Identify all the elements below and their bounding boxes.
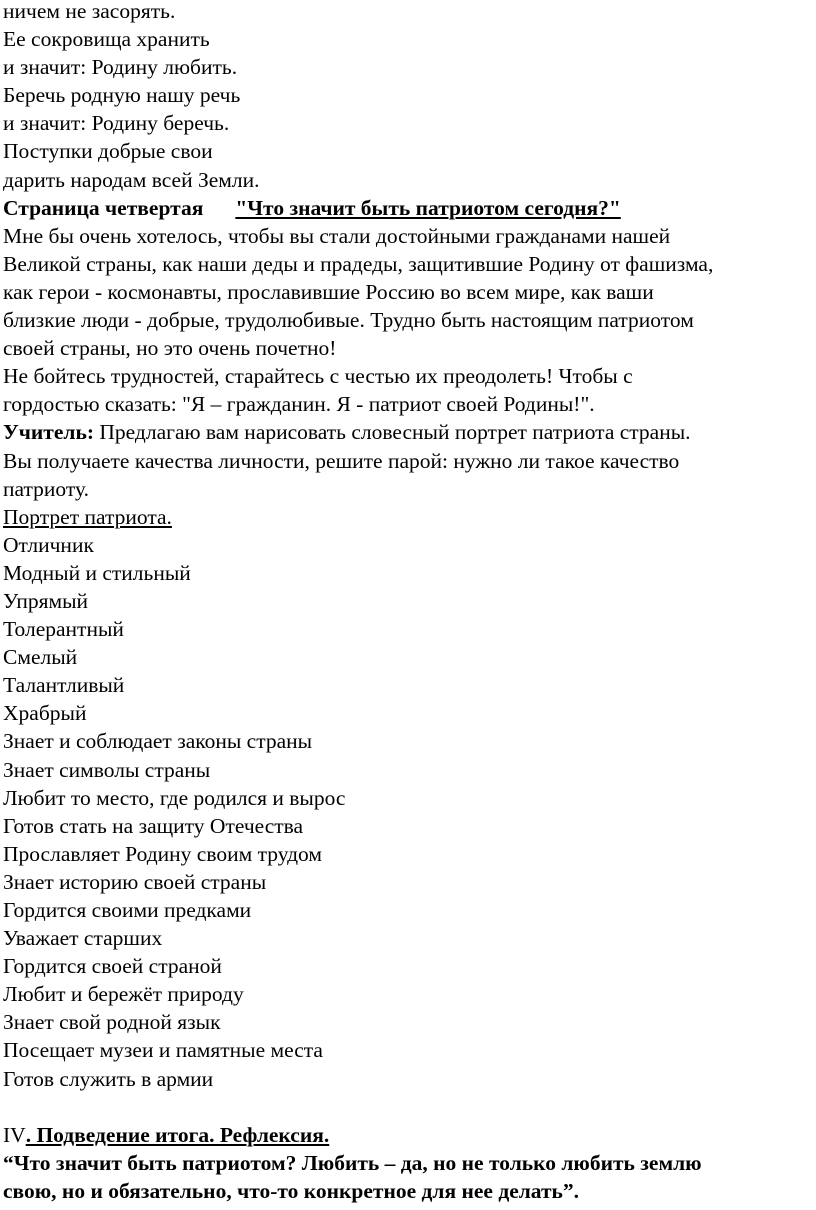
- portrait-heading: Портрет патриота.: [3, 504, 172, 529]
- quality-item: Знает свой родной язык: [3, 1010, 221, 1035]
- closing-quote-line: свою, но и обязательно, что-то конкретное для нее делать”.: [3, 1178, 580, 1203]
- quality-item: Гордится своей страной: [3, 954, 222, 979]
- quality-item: Любит то место, где родился и вырос: [3, 785, 346, 810]
- section4-title: "Что значит быть патриотом сегодня?": [235, 195, 621, 220]
- section4-label: Страница четвертая: [3, 195, 204, 220]
- section5-numeral: IV: [3, 1122, 26, 1147]
- poem: [3, 0, 815, 194]
- poem-line: и значит: Родину любить.: [3, 55, 238, 80]
- quality-item: Смелый: [3, 645, 78, 670]
- quality-item: Уважает старших: [3, 926, 163, 951]
- quality-item: Отличник: [3, 532, 94, 557]
- quality-item: Посещает музеи и памятные места: [3, 1038, 323, 1063]
- poem-line: ничем не засорять.: [3, 0, 176, 23]
- quality-item: Толерантный: [3, 617, 124, 642]
- quality-item: Упрямый: [3, 588, 89, 613]
- poem-line: Поступки добрые свои: [3, 139, 213, 164]
- paragraph-line: Мне бы очень хотелось, чтобы вы стали достойными гражданами нашей: [3, 223, 671, 248]
- paragraph-line: Не бойтесь трудностей, старайтесь с честью их преодолеть! Чтобы с: [3, 364, 633, 389]
- teacher-block: [3, 418, 815, 502]
- quality-item: Знает историю своей страны: [3, 869, 267, 894]
- paragraph-line: гордостью сказать: "Я – гражданин. Я - патриот своей Родины!".: [3, 392, 595, 417]
- section5-title: . Подведение итога. Рефлексия.: [25, 1122, 330, 1147]
- teacher-line: [3, 418, 815, 446]
- paragraph-line: своей страны, но это очень почетно!: [3, 336, 337, 361]
- teacher-text: Предлагаю вам нарисовать словесный портрет патриота страны.: [94, 420, 691, 445]
- poem-line: дарить народам всей Земли.: [3, 167, 260, 192]
- poem-line: Беречь родную нашу речь: [3, 83, 241, 108]
- quality-item: Готов стать на защиту Отечества: [3, 813, 304, 838]
- paragraph-line: Великой страны, как наши деды и прадеды, защитившие Родину от фашизма,: [3, 251, 714, 276]
- qualities-list: [3, 531, 815, 1093]
- teacher-line: Вы получаете качества личности, решите парой: нужно ли такое качество: [3, 448, 680, 473]
- quality-item: Талантливый: [3, 673, 125, 698]
- quality-item: Гордится своими предками: [3, 898, 252, 922]
- section4-paragraph: [3, 222, 815, 419]
- closing-quote-line: “Что значит быть патриотом? Любить – да, но не только любить землю: [3, 1150, 702, 1175]
- quality-item: Знает символы страны: [3, 757, 211, 782]
- quality-item: Знает и соблюдает законы страны: [3, 729, 313, 754]
- section5-heading: [3, 1121, 815, 1149]
- poem-line: Ее сокровища хранить: [3, 27, 210, 52]
- quality-item: Модный и стильный: [3, 560, 191, 585]
- section4-heading: [3, 194, 815, 222]
- blank-line: [3, 1093, 815, 1121]
- teacher-line: патриоту.: [3, 476, 89, 501]
- paragraph-line: как герои - космонавты, прославившие Россию во всем мире, как ваши: [3, 279, 654, 304]
- quality-item: Храбрый: [3, 701, 87, 726]
- document-page: [3, 0, 815, 1205]
- quality-item: Прославляет Родину своим трудом: [3, 841, 322, 866]
- paragraph-line: близкие люди - добрые, трудолюбивые. Трудно быть настоящим патриотом: [3, 308, 694, 333]
- poem-line: и значит: Родину беречь.: [3, 111, 230, 136]
- quality-item: Любит и бережёт природу: [3, 982, 244, 1007]
- teacher-label: Учитель:: [3, 420, 94, 445]
- quality-item: Готов служить в армии: [3, 1066, 214, 1091]
